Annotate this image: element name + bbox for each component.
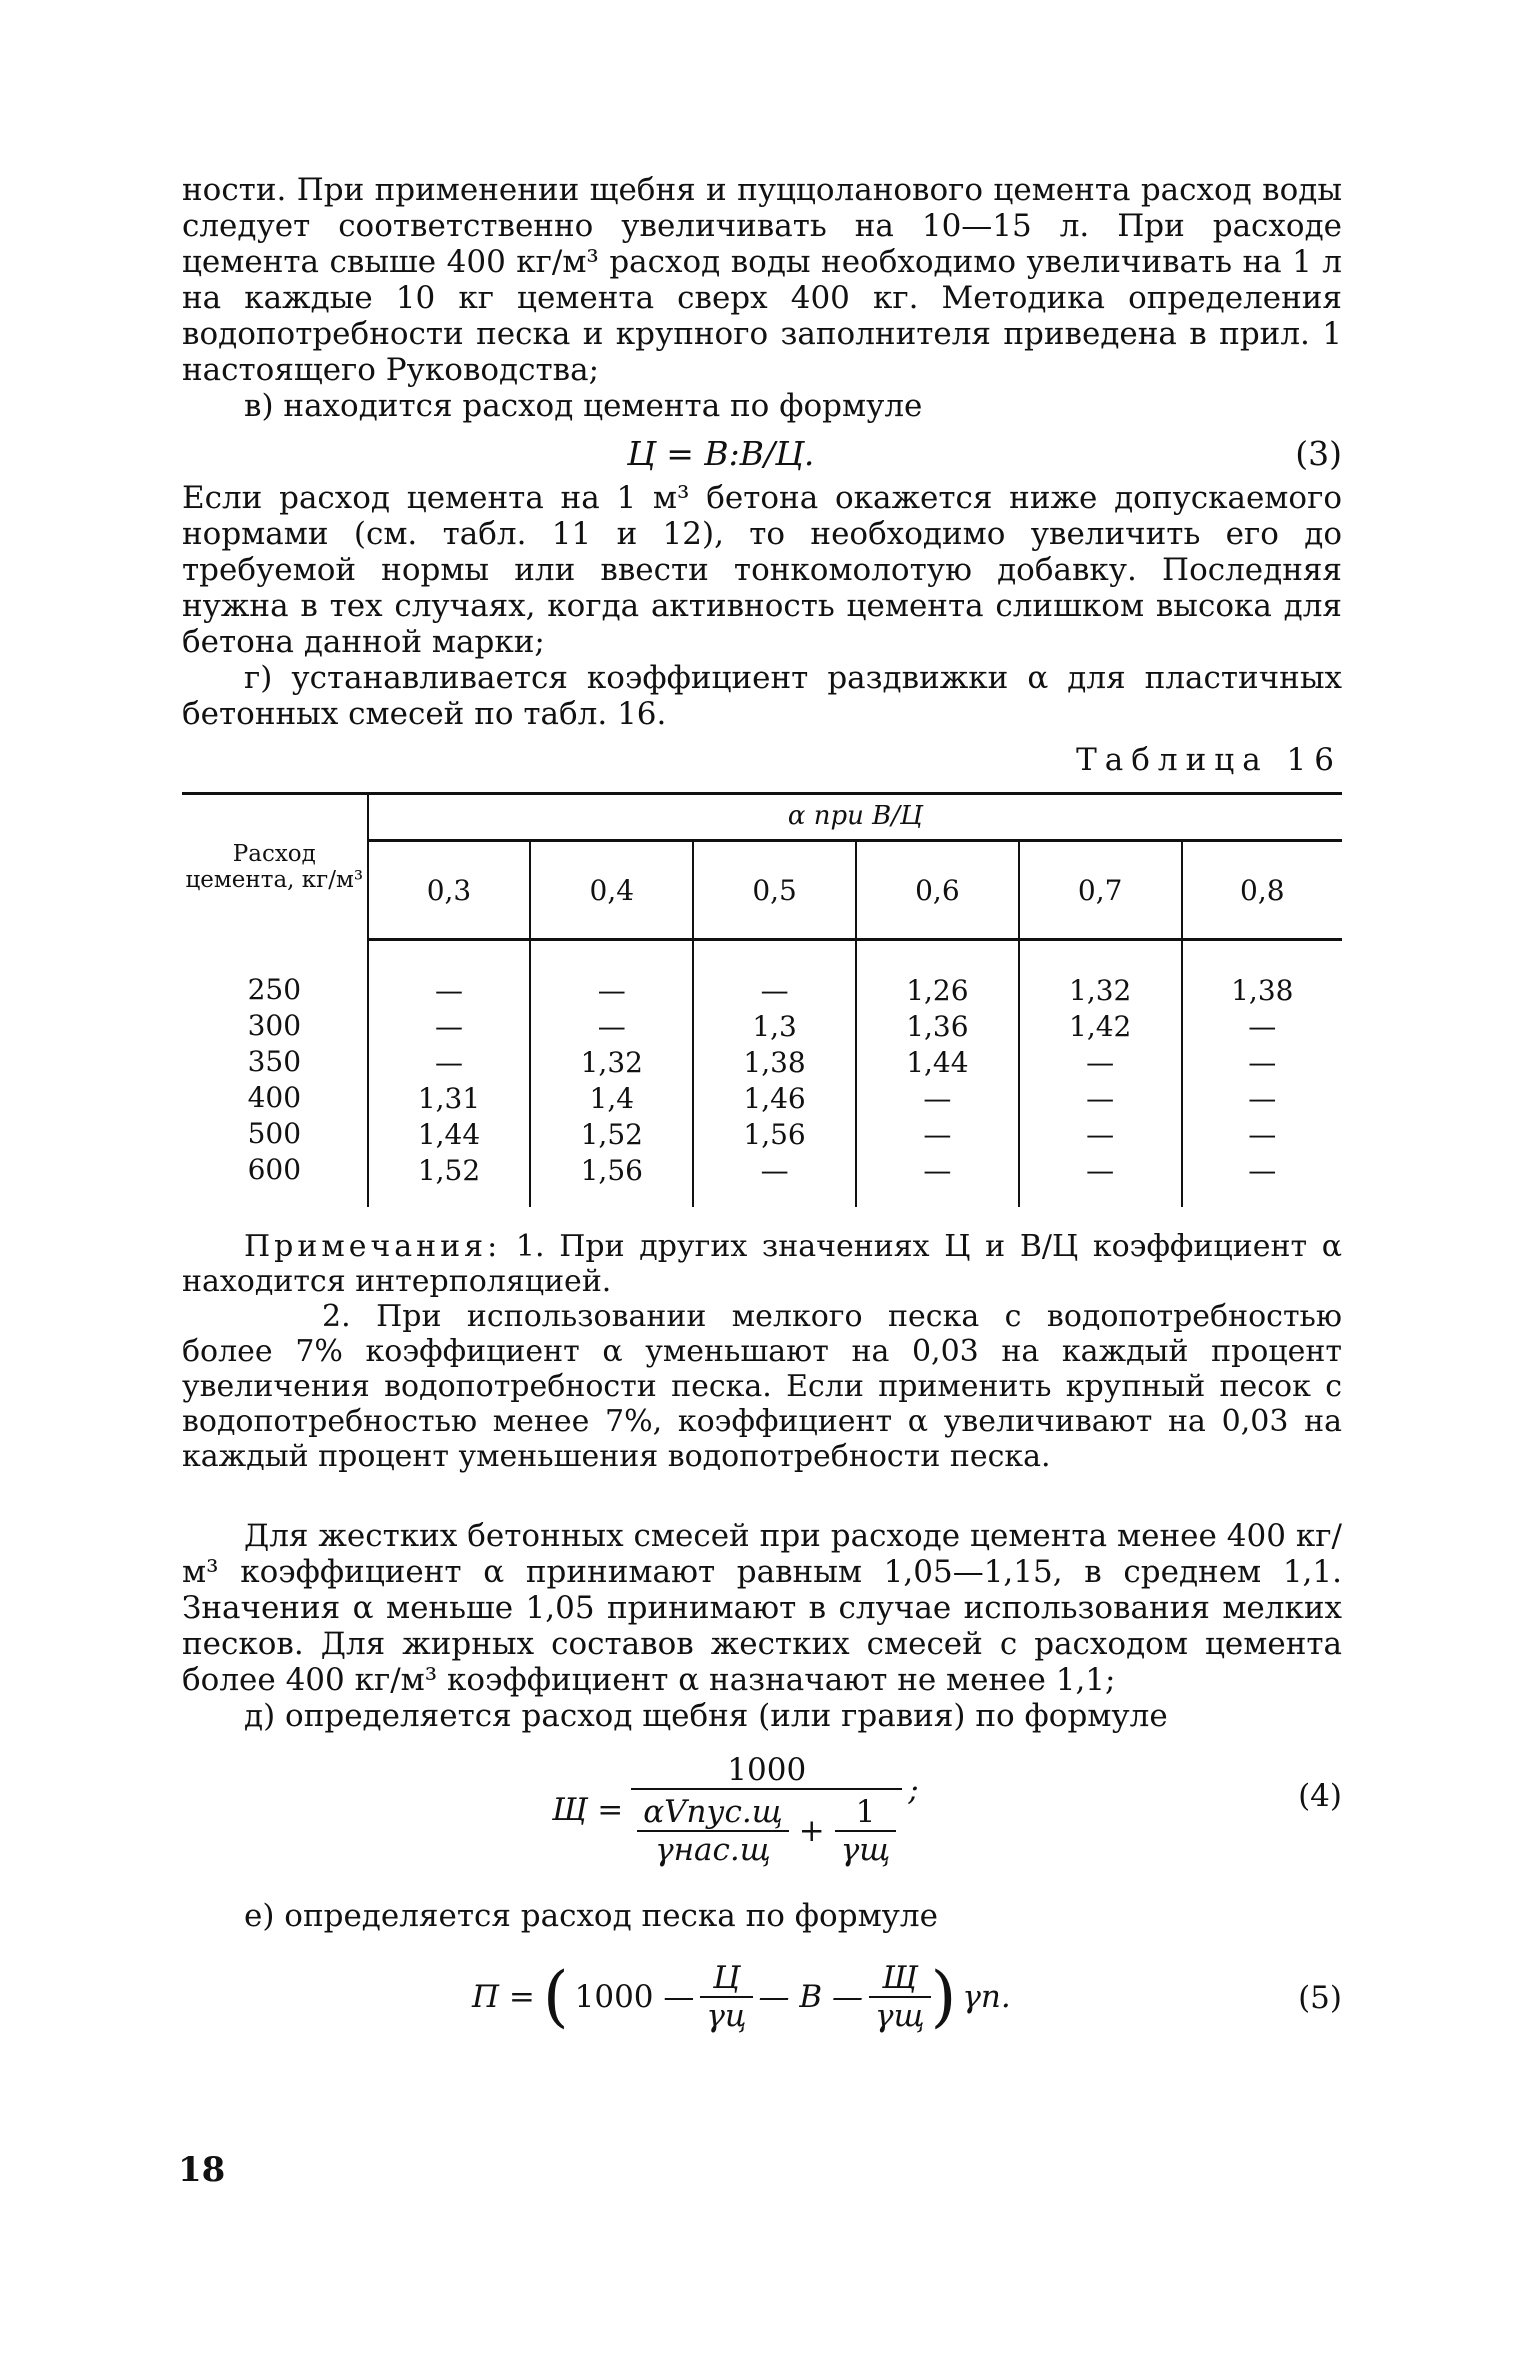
formula-4-term-2-denominator: γщ — [840, 1832, 891, 1868]
table-column-values: — 1,3 1,38 1,46 1,56 — — [693, 940, 856, 1208]
table-column-values: 1,38 — — — — — — [1231, 974, 1294, 1187]
note-1-text: 1. При других значениях Ц и В/Ц коэффициент α находится интерполяцией. — [182, 1229, 1342, 1299]
formula-5-middle: — В — — [758, 1979, 864, 2015]
formula-3-expression: Ц = В:В/Ц. — [627, 434, 815, 473]
formula-4-lhs: Щ = — [552, 1792, 624, 1828]
formula-5-fraction-2 — [869, 1960, 931, 2034]
paragraph-cement-formula-intro: в) находится расход цемента по формуле — [244, 388, 923, 424]
note-2: 2. При использовании мелкого песка с водопотребностью более 7% коэффициент α уменьшают на 0,03 на каждый процент увеличения водопотребности песка. Если применить крупный песок с водопотребностью менее 7%, коэффициент α увеличивают на 0,03 на каждый процент уменьшения водопотребности песка. — [182, 1299, 1342, 1474]
formula-4-denominator — [631, 1790, 902, 1868]
paragraph-gravel-formula-intro: д) определяется расход щебня (или гравия) по формуле — [244, 1698, 1168, 1734]
formula-4-term-1-denominator: γнас.щ — [655, 1832, 771, 1868]
formula-5-body — [472, 1960, 1011, 2034]
note-1 — [182, 1229, 1342, 1299]
table-column-values: — — — 1,31 1,44 1,52 — [368, 940, 531, 1208]
formula-4-term-2-numerator: 1 — [835, 1794, 897, 1832]
formula-4 — [182, 1748, 1342, 1898]
formula-4-term-1-numerator: αVпус.щ — [637, 1794, 789, 1832]
formula-5-lhs: П = — [472, 1979, 535, 2015]
formula-5-fraction-2-numerator: Щ — [869, 1960, 931, 1998]
paragraph-water-consumption: ности. При применении щебня и пуццоланового цемента расход воды следует соответственно увеличивать на 10—15 л. При расходе цемента свыше 400 кг/м³ расход воды необходимо увеличивать на 1 л на каждые 10 кг цемента сверх 400 кг. Методика определения водопотребности песка и крупного заполнителя приведена в прил. 1 настоящего Руководства; — [182, 172, 1342, 388]
table-column-header: 0,6 — [856, 841, 1019, 940]
formula-4-term-2 — [835, 1794, 897, 1868]
formula-5-tail: γп. — [962, 1979, 1011, 2015]
formula-4-tail: ; — [908, 1772, 919, 1808]
formula-5 — [182, 1952, 1342, 2062]
table-notes — [182, 1229, 1342, 1474]
formula-5-number: (5) — [1298, 1980, 1342, 2016]
page-number: 18 — [178, 2150, 226, 2190]
table-16 — [182, 792, 1342, 1207]
formula-4-main-fraction — [631, 1752, 902, 1868]
formula-4-plus: + — [798, 1813, 825, 1849]
table-column-header: 0,5 — [693, 841, 856, 940]
formula-5-fraction-1-numerator: Ц — [700, 1960, 752, 1998]
table-stub-header: Расход цемента, кг/м³ — [182, 794, 368, 940]
formula-4-numerator: 1000 — [631, 1752, 902, 1790]
formula-5-fraction-1-denominator: γц — [706, 1998, 747, 2034]
formula-5-fraction-1 — [700, 1960, 752, 2034]
table-row-labels: 250 300 350 400 500 600 — [182, 940, 368, 1208]
notes-label: Примечания: — [244, 1229, 502, 1264]
paragraph-alpha-coefficient: г) устанавливается коэффициент раздвижки α для пластичных бетонных смесей по табл. 16. — [182, 660, 1342, 732]
table-column-values: 1,26 1,36 1,44 — — — — [856, 940, 1019, 1208]
formula-5-fraction-2-denominator: γщ — [875, 1998, 925, 2034]
table-caption: Таблица 16 — [1076, 742, 1342, 778]
table-column-header: 0,7 — [1019, 841, 1182, 940]
table-column-values: — — 1,32 1,4 1,52 1,56 — [530, 940, 693, 1208]
formula-3-number: (3) — [1295, 434, 1342, 473]
formula-4-term-1 — [637, 1794, 789, 1868]
table-column-header: 0,4 — [530, 841, 693, 940]
page-content — [182, 172, 1342, 2062]
paragraph-stiff-mixtures: Для жестких бетонных смесей при расходе цемента менее 400 кг/м³ коэффициент α принимают равным 1,05—1,15, в среднем 1,1. Значения α меньше 1,05 принимают в случае использования мелких песков. Для жирных составов жестких смесей с расходом цемента более 400 кг/м³ коэффициент α назначают не менее 1,1; — [182, 1518, 1342, 1698]
table-column-values: 1,32 1,42 — — — — — [1019, 940, 1182, 1208]
formula-5-open-paren: ( — [542, 1958, 569, 2035]
table-column-header: 0,8 — [1182, 841, 1342, 940]
table-group-header: α при В/Ц — [368, 794, 1342, 841]
paragraph-sand-formula-intro: е) определяется расход песка по формуле — [244, 1898, 938, 1934]
paragraph-cement-norms: Если расход цемента на 1 м³ бетона окажется ниже допускаемого нормами (см. табл. 11 и 12), то необходимо увеличить его до требуемой нормы или ввести тонкомолотую добавку. Последняя нужна в тех случаях, когда активность цемента слишком высока для бетона данной марки; — [182, 480, 1342, 660]
formula-4-body — [552, 1752, 919, 1868]
formula-5-close-paren: ) — [930, 1958, 957, 2035]
formula-4-number: (4) — [1298, 1778, 1342, 1814]
formula-5-term-a: 1000 — — [574, 1979, 695, 2015]
formula-3 — [182, 424, 1342, 480]
table-column-header: 0,3 — [368, 841, 531, 940]
